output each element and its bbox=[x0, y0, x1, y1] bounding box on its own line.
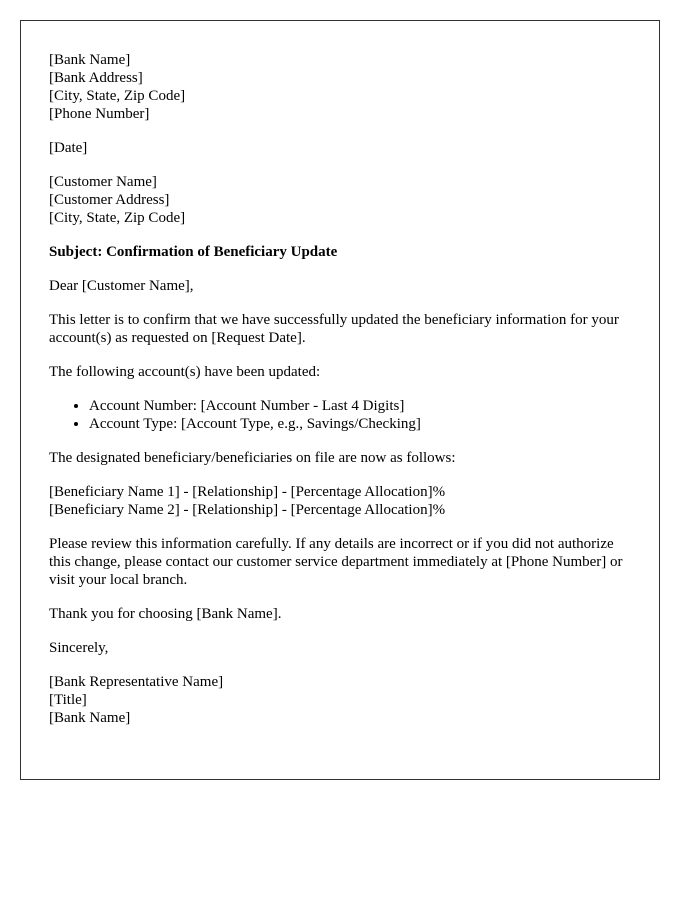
recipient-address-block bbox=[49, 173, 631, 227]
sender-phone: [Phone Number] bbox=[49, 106, 150, 122]
thanks-paragraph: Thank you for choosing [Bank Name]. bbox=[49, 606, 282, 622]
sender-city-state-zip: [City, State, Zip Code] bbox=[49, 88, 186, 104]
intro-paragraph: This letter is to confirm that we have successfully updated the beneficiary information for your account(s) as requested on [Request Date]. bbox=[49, 312, 619, 346]
accounts-intro: The following account(s) have been updated: bbox=[49, 364, 321, 380]
beneficiaries-intro: The designated beneficiary/beneficiaries on file are now as follows: bbox=[49, 450, 456, 466]
sender-bank-name: [Bank Name] bbox=[49, 52, 131, 68]
beneficiaries-list bbox=[49, 483, 631, 519]
salutation: Dear [Customer Name], bbox=[49, 278, 194, 294]
signature-name: [Bank Representative Name] bbox=[49, 674, 224, 690]
letter-document bbox=[20, 20, 660, 780]
signature-title: [Title] bbox=[49, 692, 87, 708]
letter-date bbox=[49, 139, 631, 157]
recipient-name: [Customer Name] bbox=[49, 174, 157, 190]
subject-line: Subject: Confirmation of Beneficiary Update bbox=[49, 244, 338, 260]
review-paragraph: Please review this information carefully. If any details are incorrect or if you did not authorize this change, please contact our customer service department immediately at [Phone Number] or visit your local branch. bbox=[49, 536, 623, 588]
sender-bank-address: [Bank Address] bbox=[49, 70, 143, 86]
signature-bank: [Bank Name] bbox=[49, 710, 131, 726]
account-number-item: • Account Number: [Account Number - Last 4 Digits] bbox=[89, 397, 631, 415]
recipient-city-state-zip: [City, State, Zip Code] bbox=[49, 210, 186, 226]
beneficiary-line-2: [Beneficiary Name 2] - [Relationship] - [Percentage Allocation]% bbox=[49, 502, 446, 518]
recipient-address: [Customer Address] bbox=[49, 192, 170, 208]
closing: Sincerely, bbox=[49, 640, 109, 656]
date-text: [Date] bbox=[49, 140, 88, 156]
sender-address-block bbox=[49, 51, 631, 123]
accounts-list bbox=[49, 397, 631, 433]
signature-block bbox=[49, 673, 631, 727]
beneficiary-line-1: [Beneficiary Name 1] - [Relationship] - [Percentage Allocation]% bbox=[49, 484, 446, 500]
account-type-item: • Account Type: [Account Type, e.g., Savings/Checking] bbox=[89, 415, 631, 433]
